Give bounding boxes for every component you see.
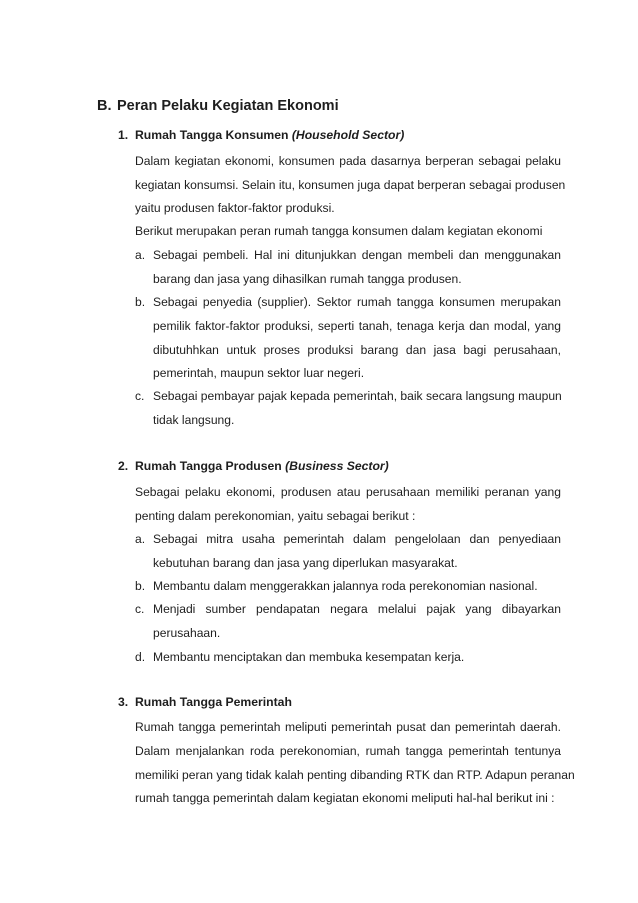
item-1-title-english: (Household Sector) [291,128,405,142]
item-3-paragraph-line: Rumah tangga pemerintah meliputi pemerintah pusat dan pemerintah daerah. [135,720,561,734]
item-2-title-english: (Business Sector) [285,459,389,473]
item-1-paragraph-line: Dalam kegiatan ekonomi, konsumen pada dasarnya berperan sebagai pelaku [135,154,561,168]
item-2-point-b-line: Membantu dalam menggerakkan jalannya roda perekonomian nasional. [153,579,538,593]
item-1-number: 1. [118,128,129,142]
item-1-point-b-marker: b. [135,295,146,309]
item-1-intro: Berikut merupakan peran rumah tangga konsumen dalam kegiatan ekonomi [135,224,543,238]
item-2-paragraph-line: penting dalam perekonomian, yaitu sebagai berikut : [135,509,416,523]
item-1-point-b-line: Sebagai penyedia (supplier). Sektor rumah tangga konsumen merupakan [153,295,561,309]
item-2-title [118,459,389,473]
item-2-point-a-line: Sebagai mitra usaha pemerintah dalam pengelolaan dan penyediaan [153,532,561,546]
item-1-paragraph-line: kegiatan konsumsi. Selain itu, konsumen juga dapat berperan sebagai produsen [135,178,566,192]
item-3-paragraph-line: rumah tangga pemerintah dalam kegiatan ekonomi meliputi hal-hal berikut ini : [135,791,555,805]
item-2-title-text: Rumah Tangga Produsen [135,459,282,473]
item-2-number: 2. [118,459,129,473]
item-1-point-c-line: Sebagai pembayar pajak kepada pemerintah, baik secara langsung maupun [153,389,562,403]
item-1-point-c-line: tidak langsung. [153,413,235,427]
item-3-title-text: Rumah Tangga Pemerintah [135,695,292,709]
item-2-point-b-marker: b. [135,579,146,593]
item-1-point-a-line: barang dan jasa yang dihasilkan rumah tangga produsen. [153,272,462,286]
section-letter: B. [97,98,112,114]
item-1-point-b-line: pemerintah, maupun sektor luar negeri. [153,366,365,380]
item-2-point-c-marker: c. [135,602,145,616]
item-3-paragraph-line: Dalam menjalankan roda perekonomian, rumah tangga pemerintah tentunya [135,744,561,758]
item-1-title-text: Rumah Tangga Konsumen [135,128,289,142]
item-2-point-d-line: Membantu menciptakan dan membuka kesempatan kerja. [153,650,465,664]
item-1-title [118,128,404,142]
item-1-point-b-line: pemilik faktor-faktor produksi, seperti tanah, tenaga kerja dan modal, yang [153,319,561,333]
item-2-point-c-line: perusahaan. [153,626,221,640]
item-2-point-a-marker: a. [135,532,146,546]
item-3-paragraph-line: memiliki peran yang tidak kalah penting dibanding RTK dan RTP. Adapun peranan [135,768,575,782]
item-1-point-c-marker: c. [135,389,145,403]
section-title: Peran Pelaku Kegiatan Ekonomi [117,98,339,114]
item-2-paragraph-line: Sebagai pelaku ekonomi, produsen atau perusahaan memiliki peranan yang [135,485,561,499]
item-3-number: 3. [118,695,129,709]
section-heading [97,98,339,114]
item-1-point-a-marker: a. [135,248,146,262]
item-2-point-c-line: Menjadi sumber pendapatan negara melalui pajak yang dibayarkan [153,602,561,616]
item-2-point-d-marker: d. [135,650,146,664]
item-1-paragraph-line: yaitu produsen faktor-faktor produksi. [135,201,335,215]
item-1-point-b-line: dibutuhhkan untuk proses produksi barang dan jasa bagi perusahaan, [153,343,561,357]
item-3-title [118,695,292,709]
item-2-point-a-line: kebutuhan barang dan jasa yang diperlukan masyarakat. [153,556,458,570]
item-1-point-a-line: Sebagai pembeli. Hal ini ditunjukkan dengan membeli dan menggunakan [153,248,561,262]
